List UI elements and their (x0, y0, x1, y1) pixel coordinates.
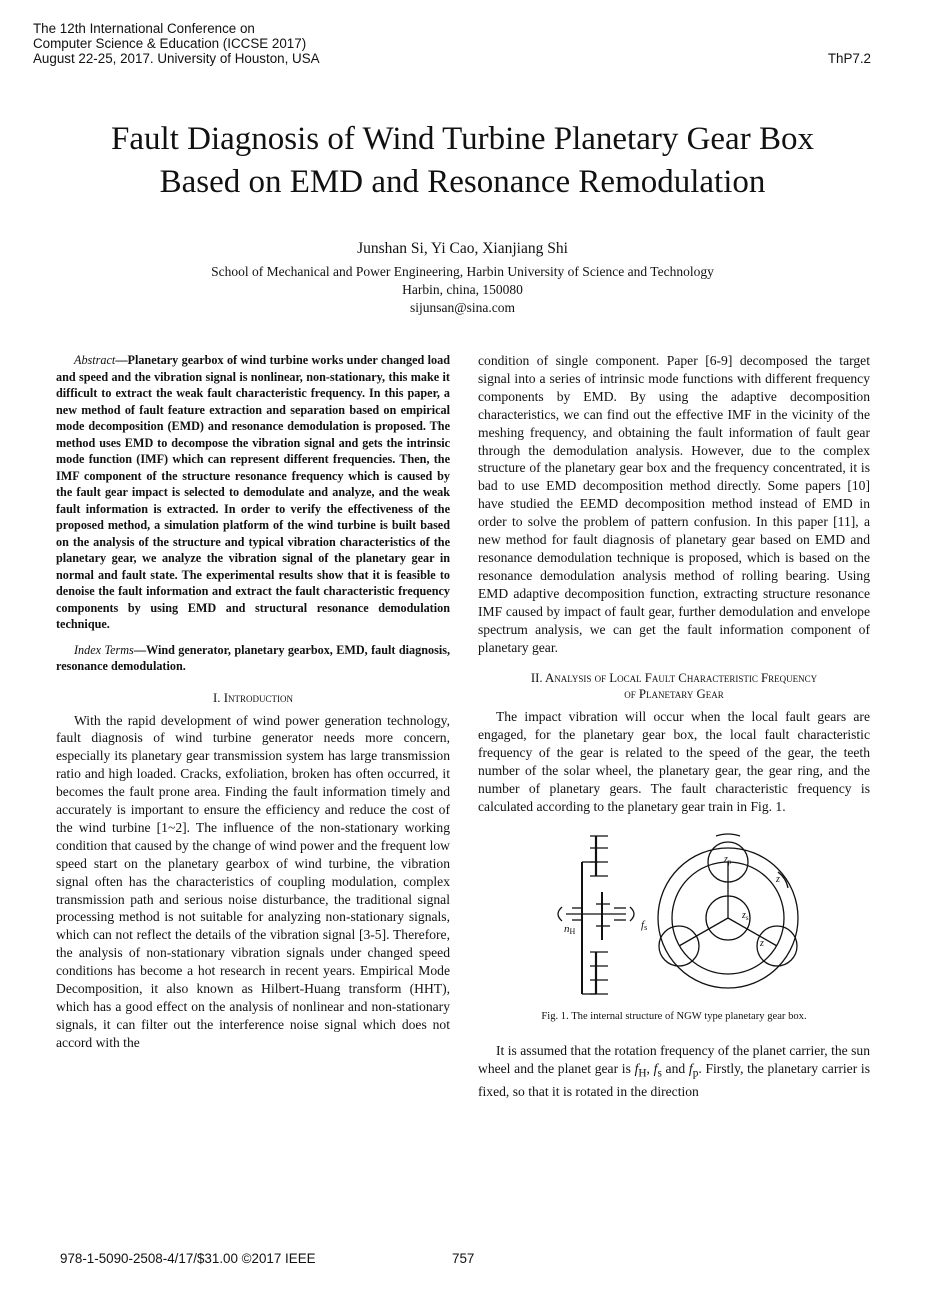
section-2-heading-line-2: of Planetary Gear (624, 687, 724, 702)
paper-title (40, 118, 885, 204)
section-1-heading: I. Introduction (213, 690, 293, 705)
footer-isbn: 978-1-5090-2508-4/17/$31.00 ©2017 IEEE (60, 1251, 316, 1266)
authors: Junshan Si, Yi Cao, Xianjiang Shi (357, 240, 568, 257)
session-code: ThP7.2 (827, 51, 871, 66)
conference-header (33, 21, 320, 66)
page-number: 757 (452, 1251, 475, 1266)
right-column (478, 352, 870, 1101)
section-2-heading-line-1: II. Analysis of Local Fault Characteristic Frequency (530, 671, 818, 686)
output-arrow (630, 907, 634, 921)
affiliation (0, 263, 925, 317)
conference-line-1: The 12th International Conference on (33, 21, 255, 36)
abstract-label: Abstract (74, 353, 116, 367)
label-zp: $z_p$ (724, 853, 732, 866)
label-zr: z (760, 937, 764, 949)
after-figure-paragraph: It is assumed that the rotation frequency of the planet carrier, the sun wheel and the planet gear is $f_H$, $f_s$ and $f_p$. Firstly, the planetary carrier is fixed, so that it is rotated in the direction (478, 1042, 870, 1100)
conference-line-3: August 22-25, 2017. University of Houston, USA (33, 51, 320, 66)
figure-1 (478, 822, 870, 1000)
input-arrow (558, 907, 562, 921)
planetary-gearbox-diagram (478, 822, 870, 1000)
left-column (56, 352, 450, 1052)
figure-1-caption: Fig. 1. The internal structure of NGW type planetary gear box. (541, 1010, 807, 1022)
affiliation-city: Harbin, china, 150080 (402, 282, 523, 297)
abstract (56, 352, 450, 633)
title-line-1: Fault Diagnosis of Wind Turbine Planetary Gear Box (111, 121, 814, 157)
label-fs: fs (641, 918, 648, 932)
intro-continued-paragraph: condition of single component. Paper [6-9] decomposed the target signal into a series of intrinsic mode functions with different frequency components by EMD. By using the adaptive decomposition characteristics, we can find out the effective IMF in the vicinity of the meshing frequency, and obtaining the fault information of fault gear through the demodulation analysis. However, due to the complex structure of the planetary gear box and the frequency concentrated, it is bad to use EMD decomposition method directly. Some papers [10] have studied the EEMD decomposition method instead of EMD in order to solve the problem of pattern confusion. In this paper [11], a new method for fault diagnosis of planetary gear based on EMD and resonance demodulation technique is proposed, which is based on the resonance demodulation analysis method of rolling bearing. Using EMD adaptive decomposition function, extracting structure resonance IMF caused by impact of fault gear, further demodulation and envelope spectrum analysis, we can get the fault information component of planetary gear. (478, 353, 870, 655)
label-nh: nH (564, 922, 576, 936)
author-email: sijunsan@sina.com (409, 300, 516, 315)
introduction-paragraph: With the rapid development of wind power generation technology, fault diagnosis of wind turbine generator needs more concern, especially its planetary gear transmission system has large transmission ratio and high loaded. Cracks, exfoliation, broken has often occurred, it becomes the fault prone area. Finding the fault information timely and accurately is important to ensure the efficiency and reduce the cost of the wind turbine [1~2]. The influence of the non-stationary working condition that caused by the change of wind power and the frequent low speed start on the planetary gearbox of wind turbine, the vibration signal often has the characteristics of coupling modulation, complex transmission path and serious noise disturbance, the traditional signal processing method is not suitable for analyzing non-stationary signals, which can not reflect the details of the vibration signal [3-5]. Therefore, the analysis of non-stationary vibration signals under changed speed conditions has become a hot research in recent years. Empirical Mode Decomposition, it also known as Hilbert-Huang transform (HHT), which has a good effect on the analysis of nonlinear and non-stationary signals, it can filter out the interference noise signal which does not accord with the (56, 712, 450, 1050)
affiliation-school: School of Mechanical and Power Engineering, Harbin University of Science and Technology (211, 264, 714, 279)
index-terms-text: —Wind generator, planetary gearbox, EMD, fault diagnosis, resonance demodulation. (56, 642, 450, 673)
section-2-paragraph: The impact vibration will occur when the local fault gears are engaged, for the planetary gear box, the local fault characteristic frequency of the gear is related to the speed of the gear, the teeth number of the solar wheel, the planetary gear, the gear ring, and the number of planetary gears. The fault characteristic frequency is calculated according to the planetary gear train in Fig. 1. (478, 709, 870, 814)
index-terms (56, 642, 450, 675)
conference-line-2: Computer Science & Education (ICCSE 2017) (33, 36, 307, 51)
section-2-heading (478, 670, 870, 702)
label-z: z (776, 873, 780, 885)
label-zs: $z_s$ (742, 909, 749, 922)
index-terms-label: Index Terms (74, 642, 134, 657)
title-line-2: Based on EMD and Resonance Remodulation (159, 164, 766, 200)
abstract-text: —Planetary gearbox of wind turbine works under changed load and speed and the vibration signal is nonlinear, non-stationary, this make it difficult to extract the weak fault characteristic frequency. In this paper, a new method of fault feature extraction and separation based on empirical mode decomposition (EMD) and resonance demodulation is proposed. The method uses EMD to decompose the vibration signal and gets the intrinsic mode function (IMF) which can represent different frequencies. Then, the IMF component of the structure resonance frequency which is caused by the fault gear impact is selected to demodulate and analyze, and the weak fault information is extracted. In order to verify the effectiveness of the proposed method, a simulation platform of the wind turbine is built based on the analysis of the structure and typical vibration characteristics of the planetary gear, we analyze the vibration signal of the planetary gear in normal and fault state. The experimental results show that it is feasible to denoise the fault information and extract the fault characteristic frequency components by using EMD and structural resonance demodulation technique. (56, 353, 450, 631)
